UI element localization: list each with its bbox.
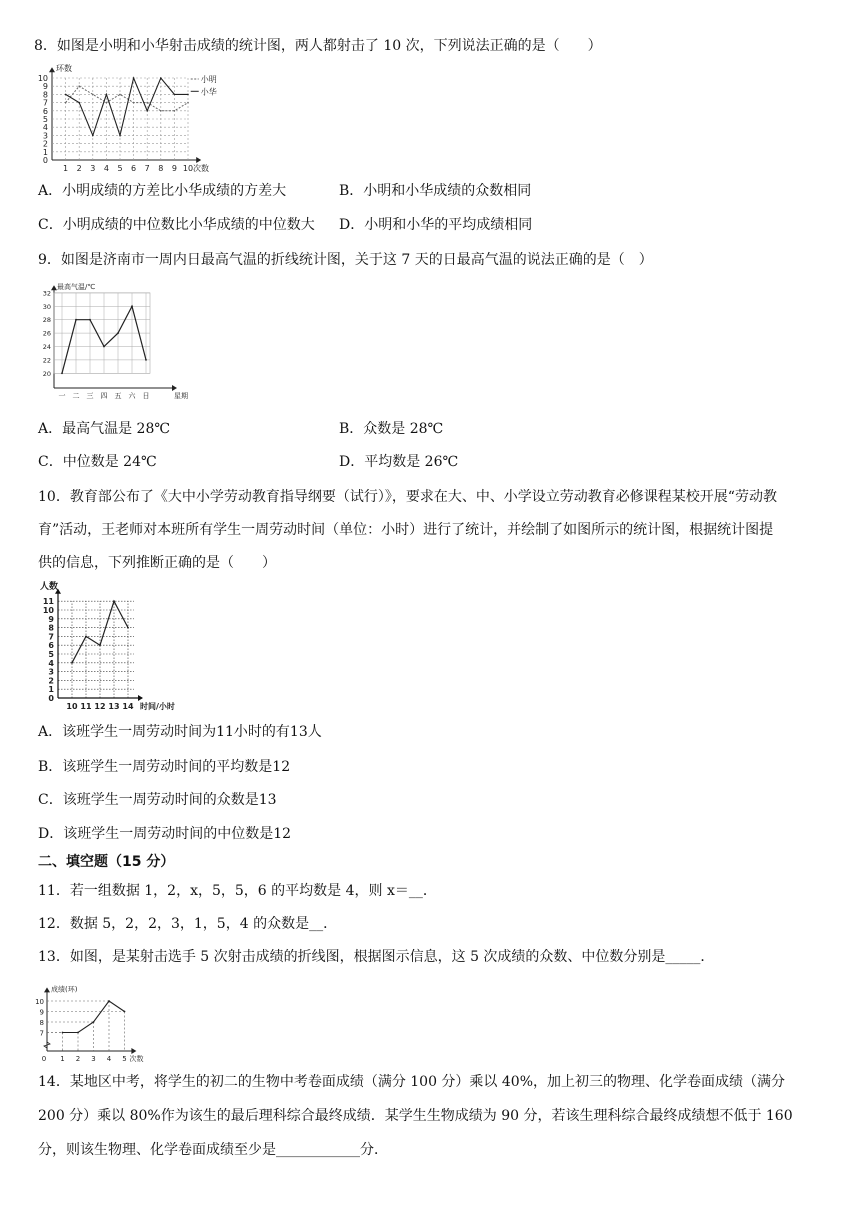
- y-tick-label: 28: [42, 316, 51, 325]
- x-axis-label: 时间/小时: [140, 702, 175, 711]
- y-tick-label: 0: [42, 156, 48, 165]
- q14-line2: 200 分）乘以 80%作为该生的最后理科综合最终成绩．某学生生物成绩为 90 分，若该生理科综合最终成绩想不低于 160: [38, 1108, 793, 1124]
- q10-stem-line3: 供的信息，下列推断正确的是（ ）: [38, 555, 276, 571]
- y-tick-label: 11: [42, 597, 54, 607]
- y-tick-label: 8: [48, 623, 54, 633]
- x-tick-label: 5: [122, 1055, 127, 1063]
- series-score-point: [124, 1011, 126, 1013]
- x-tick-label: 二: [72, 392, 80, 400]
- x-tick-label: 4: [106, 1055, 112, 1063]
- x-tick-label: 9: [171, 164, 177, 173]
- series-xiaohua-point: [146, 110, 148, 112]
- y-axis-arrow: [49, 67, 55, 72]
- x-axis-label: 次数: [129, 1055, 144, 1063]
- x-tick-label: 6: [131, 164, 137, 173]
- q10-chart: [36, 580, 186, 716]
- q9-option-c: C．中位数是 24℃: [38, 454, 157, 470]
- x-tick-label: 11: [80, 702, 92, 711]
- series-xiaohua-point: [160, 77, 162, 79]
- x-tick-label: 四: [100, 392, 108, 400]
- q10-stem-line1: 10．教育部公布了《大中小学劳动教育指导纲要（试行）》，要求在大、中、小学设立劳动教育必修课程某校开展“劳动教: [38, 489, 777, 505]
- y-tick-label: 30: [42, 302, 51, 311]
- series-temperature-point: [75, 319, 77, 321]
- series-count-point: [85, 636, 87, 638]
- y-tick-label: 2: [42, 139, 48, 149]
- q9-option-a: A．最高气温是 28℃: [38, 421, 171, 437]
- x-tick-label: 0: [41, 1055, 47, 1063]
- x-axis-arrow: [138, 695, 143, 701]
- series-xiaohua-point: [119, 135, 121, 137]
- q12-text: 12．数据 5，2，2，3，1，5，4 的众数是__．: [38, 916, 338, 932]
- legend-xiaoming-label: 小明: [200, 75, 217, 84]
- x-axis-arrow: [131, 1048, 136, 1054]
- x-tick-label: 3: [90, 164, 96, 173]
- series-xiaoming-point: [133, 102, 135, 104]
- y-tick-label: 4: [48, 658, 54, 668]
- y-tick-label: 1: [42, 147, 48, 157]
- q8-option-c: C．小明成绩的中位数比小华成绩的中位数大: [38, 217, 315, 233]
- x-tick-label: 5: [117, 164, 123, 173]
- x-tick-label: 12: [94, 702, 106, 711]
- series-score-point: [93, 1021, 95, 1023]
- legend-xiaohua-label: 小华: [200, 87, 217, 97]
- y-tick-label: 32: [42, 289, 51, 298]
- q8-option-a: A．小明成绩的方差比小华成绩的方差大: [38, 183, 287, 199]
- q9-option-d: D．平均数是 26℃: [339, 454, 459, 470]
- y-tick-label: 8: [39, 1019, 44, 1027]
- y-tick-label: 5: [48, 650, 54, 659]
- series-xiaoming-point: [92, 94, 94, 96]
- y-tick-label: 3: [48, 667, 54, 677]
- series-temperature-point: [131, 305, 133, 307]
- series-xiaohua-point: [133, 77, 135, 79]
- series-xiaohua-point: [106, 94, 108, 96]
- q13-chart: [34, 975, 154, 1065]
- y-tick-label: 10: [37, 74, 48, 83]
- y-tick-label: 22: [42, 356, 51, 365]
- y-tick-label: 2: [48, 676, 54, 686]
- series-xiaohua-line: [66, 78, 188, 135]
- x-axis-label: 星期: [174, 392, 188, 400]
- y-tick-label: 20: [42, 369, 51, 378]
- y-tick-label: 6: [42, 106, 48, 116]
- y-tick-label: 9: [39, 1008, 44, 1017]
- x-tick-label: 14: [122, 702, 134, 711]
- series-xiaoming-point: [146, 102, 148, 104]
- x-tick-label: 10: [66, 702, 78, 711]
- x-tick-label: 3: [91, 1055, 96, 1063]
- q10-option-c: C．该班学生一周劳动时间的众数是13: [38, 792, 277, 808]
- x-axis-arrow: [172, 385, 177, 391]
- q9-stem: 9．如图是济南市一周内日最高气温的折线统计图，关于这 7 天的日最高气温的说法正确的是（ ）: [38, 252, 653, 268]
- q8-chart: [30, 64, 230, 176]
- x-tick-label: 日: [142, 392, 150, 400]
- y-axis-label: 最高气温/℃: [57, 283, 96, 292]
- q13-stem: 13．如图，是某射击选手 5 次射击成绩的折线图，根据图示信息，这 5 次成绩的众数、中位数分别是_____．: [38, 949, 715, 965]
- x-tick-label: 一: [58, 392, 66, 400]
- series-temperature-point: [145, 359, 147, 361]
- y-axis-arrow: [44, 987, 50, 992]
- y-tick-label: 3: [42, 131, 48, 141]
- x-tick-label: 六: [128, 392, 136, 400]
- x-tick-label: 7: [144, 164, 150, 173]
- y-tick-label: 7: [48, 632, 54, 642]
- series-xiaohua-point: [174, 94, 176, 96]
- series-xiaoming-point: [78, 85, 80, 87]
- series-score-point: [62, 1032, 64, 1034]
- series-score-point: [108, 1000, 110, 1002]
- q9-chart: [34, 284, 194, 404]
- series-xiaoming-point: [119, 94, 121, 96]
- q10-option-a: A．该班学生一周劳动时间为11小时的有13人: [38, 724, 322, 740]
- series-xiaohua-point: [65, 94, 67, 96]
- y-tick-label: 1: [48, 685, 54, 695]
- x-axis-label: 次数: [193, 164, 209, 173]
- y-tick-label: 24: [42, 343, 51, 351]
- q8-stem: 8．如图是小明和小华射击成绩的统计图，两人都射击了 10 次，下列说法正确的是（ ）: [34, 38, 602, 54]
- x-tick-label: 2: [76, 164, 82, 173]
- series-xiaohua-point: [78, 102, 80, 104]
- q10-stem-line2: 育”活动，王老师对本班所有学生一周劳动时间（单位：小时）进行了统计，并绘制了如图所示的统计图，根据统计图提: [38, 522, 774, 538]
- x-tick-label: 1: [60, 1055, 65, 1063]
- q14-line1: 14．某地区中考，将学生的初二的生物中考卷面成绩（满分 100 分）乘以 40%，加上初三的物理、化学卷面成绩（满分: [38, 1074, 786, 1090]
- x-tick-label: 2: [75, 1055, 81, 1063]
- y-tick-label: 7: [39, 1029, 44, 1038]
- series-temperature-point: [103, 346, 105, 348]
- q8-option-b: B．小明和小华成绩的众数相同: [339, 183, 532, 199]
- series-xiaohua-point: [187, 94, 189, 96]
- q10-option-d: D．该班学生一周劳动时间的中位数是12: [38, 826, 292, 842]
- series-temperature-point: [89, 319, 91, 321]
- q14-line3: 分，则该生物理、化学卷面成绩至少是____________分．: [38, 1142, 388, 1158]
- series-score-point: [77, 1032, 79, 1034]
- y-tick-label: 6: [48, 641, 54, 651]
- y-axis-label: 环数: [56, 64, 72, 74]
- series-temperature-point: [61, 372, 63, 374]
- section-title-fill-in: 二、填空题（15 分）: [38, 854, 175, 870]
- x-tick-label: 8: [158, 164, 164, 173]
- x-tick-label: 五: [114, 392, 122, 400]
- y-tick-label: 4: [42, 123, 48, 133]
- q11-text: 11．若一组数据 1，2，x，5，5，6 的平均数是 4，则 x＝__．: [38, 883, 437, 899]
- q10-option-b: B．该班学生一周劳动时间的平均数是12: [38, 759, 291, 775]
- y-tick-label: 9: [48, 614, 54, 624]
- y-tick-label: 10: [42, 606, 54, 615]
- series-xiaoming-point: [65, 102, 67, 104]
- y-tick-label: 0: [48, 694, 54, 703]
- series-count-point: [99, 644, 101, 646]
- series-count-point: [113, 600, 115, 602]
- y-tick-label: 26: [42, 329, 51, 338]
- y-axis-label: 成绩(环): [51, 985, 78, 994]
- y-tick-label: 8: [42, 90, 48, 100]
- y-axis-label: 人数: [40, 581, 59, 592]
- y-tick-label: 7: [42, 98, 48, 108]
- series-xiaoming-point: [106, 102, 108, 104]
- x-tick-label: 13: [108, 702, 120, 711]
- x-axis-arrow: [196, 157, 201, 163]
- series-count-point: [127, 627, 129, 629]
- q8-option-d: D．小明和小华的平均成绩相同: [339, 217, 533, 233]
- x-tick-label: 三: [86, 392, 94, 400]
- x-tick-label: 1: [63, 164, 69, 173]
- q9-option-b: B．众数是 28℃: [339, 421, 444, 437]
- series-xiaohua-point: [92, 135, 94, 137]
- x-tick-label: 4: [103, 164, 109, 173]
- y-tick-label: 10: [35, 998, 44, 1006]
- series-temperature-point: [117, 332, 119, 334]
- y-tick-label: 5: [42, 115, 48, 124]
- series-xiaoming-point: [174, 110, 176, 112]
- series-xiaoming-point: [187, 102, 189, 104]
- x-tick-label: 10: [182, 164, 194, 173]
- series-count-point: [71, 662, 73, 664]
- y-tick-label: 9: [42, 82, 48, 92]
- series-xiaoming-point: [160, 110, 162, 112]
